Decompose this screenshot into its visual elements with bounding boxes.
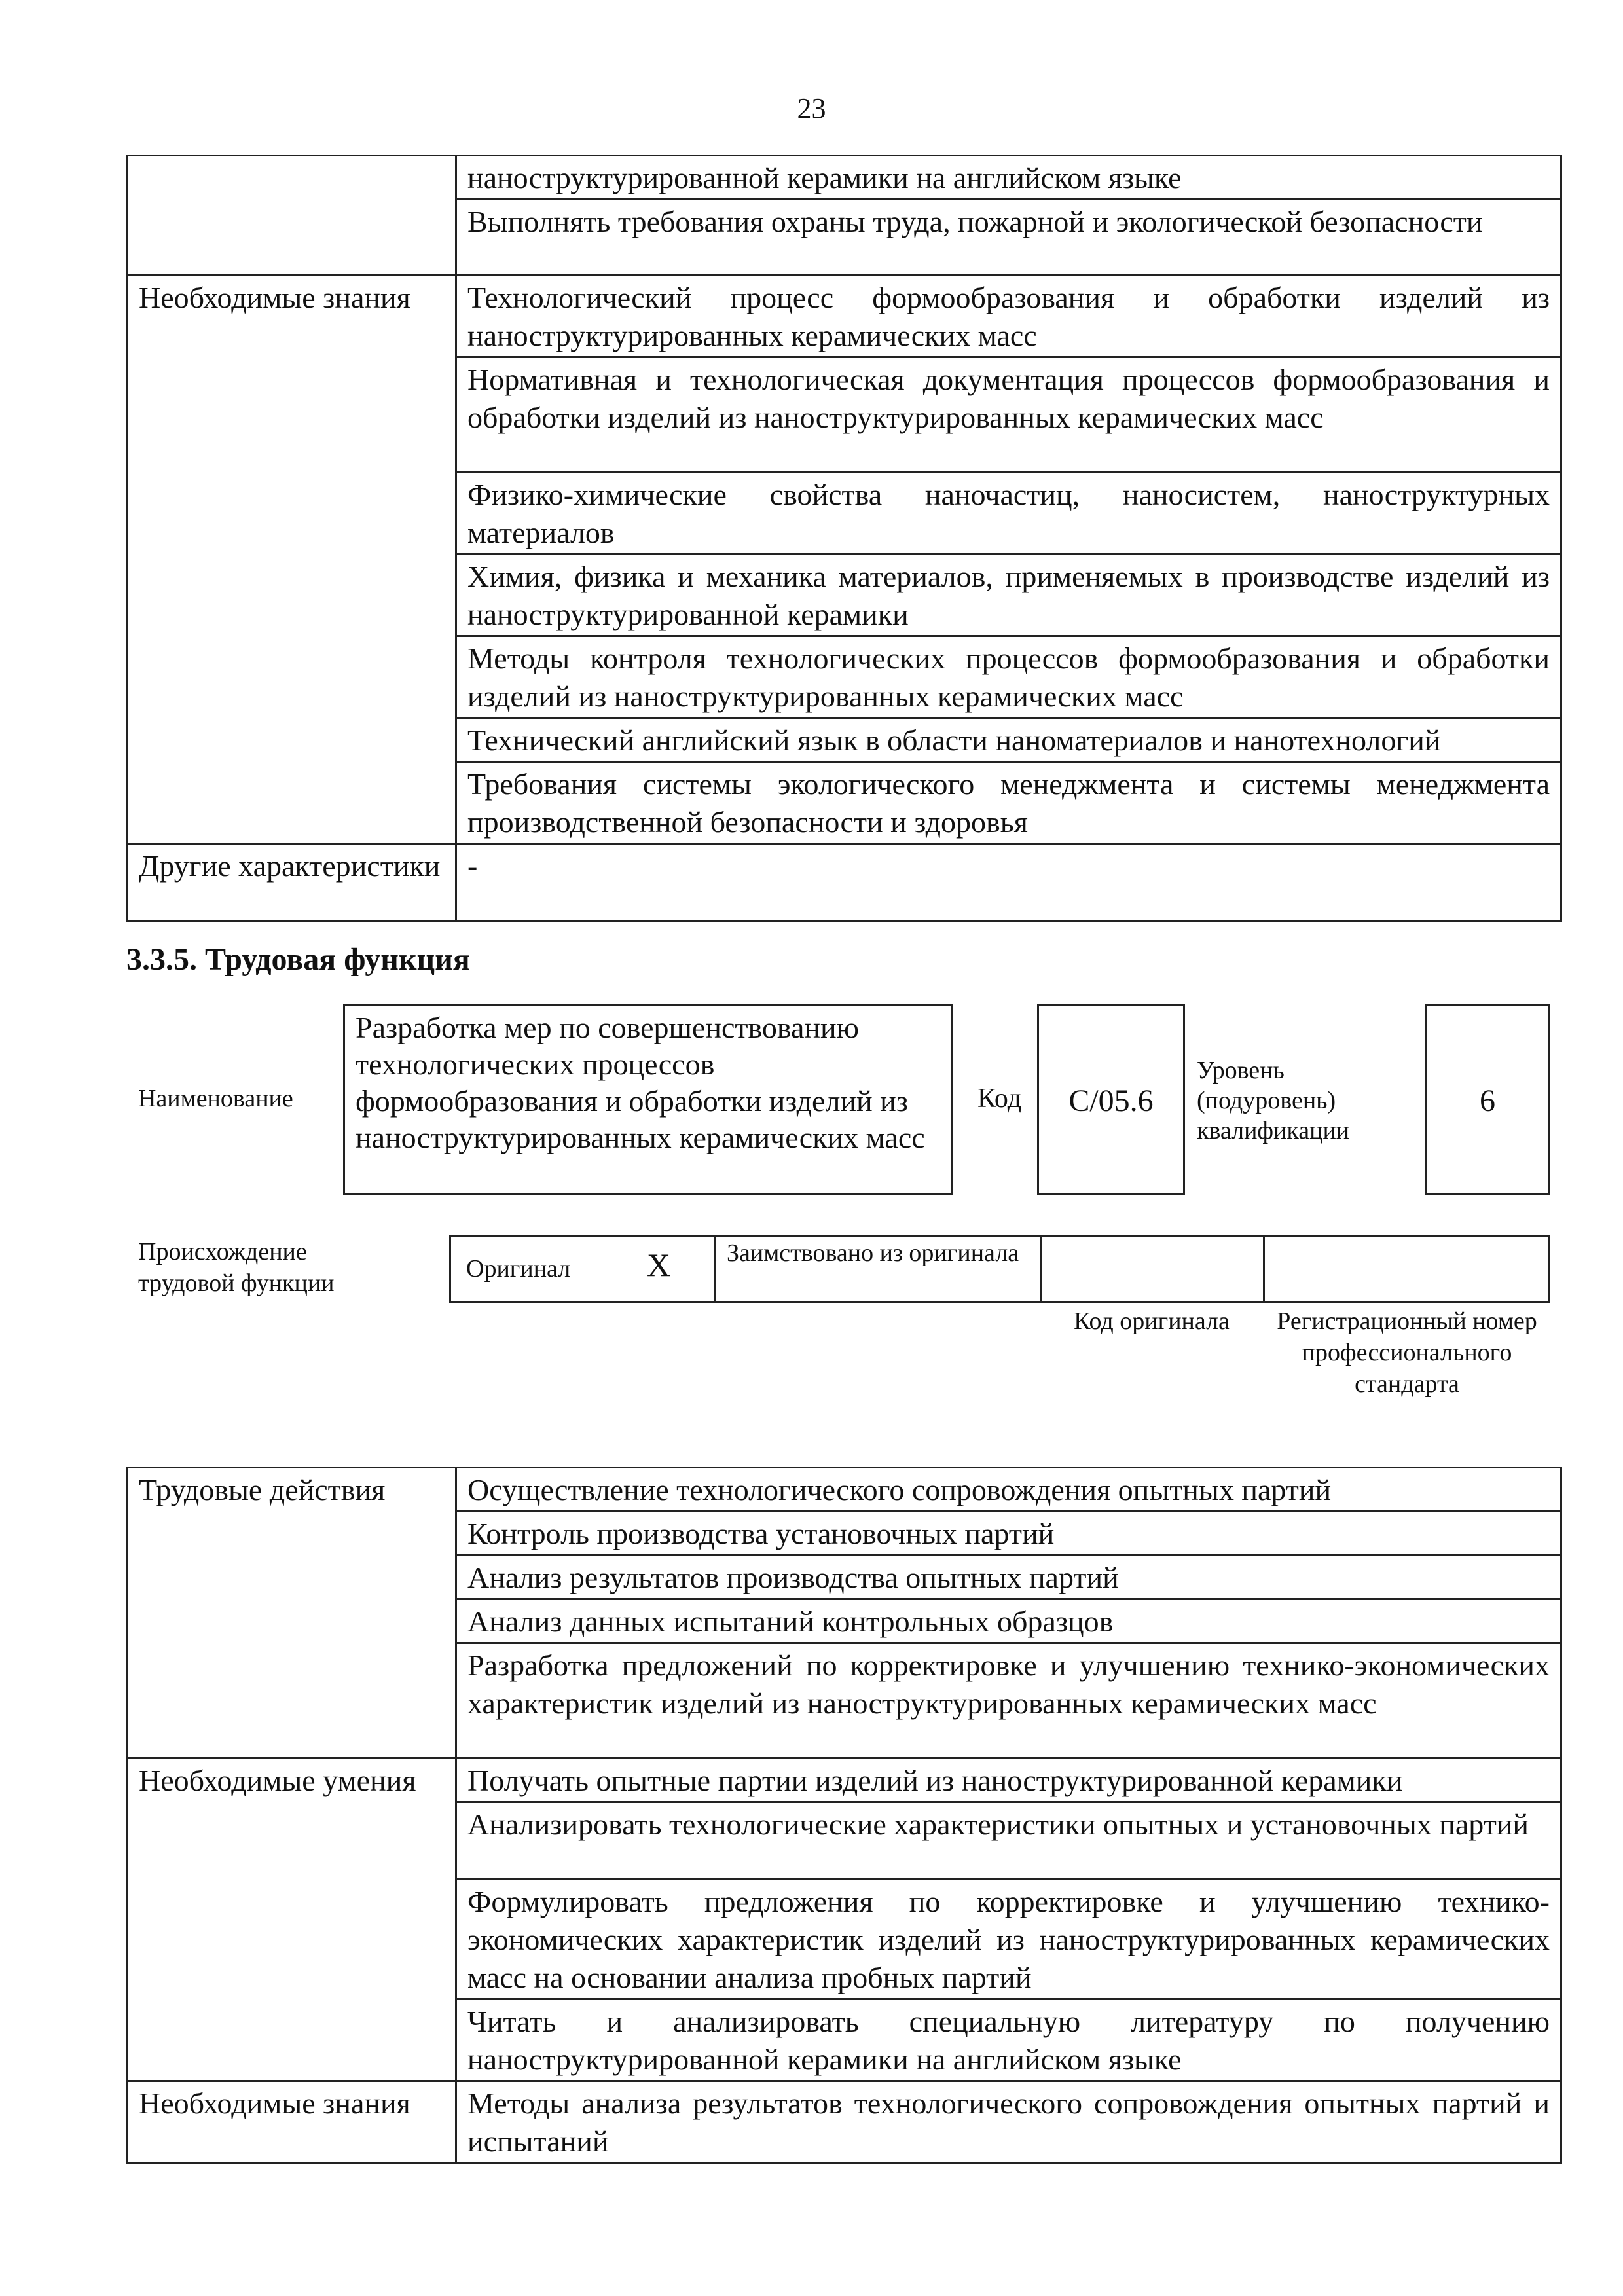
table-cell: Разработка предложений по корректировке и улучшению технико-экономических характеристик изделий из наноструктурированных керамических масс xyxy=(456,1643,1561,1758)
code-label: Код xyxy=(977,1084,1022,1114)
row-label-knowledge-2: Необходимые знания xyxy=(128,2081,456,2163)
table-cell: Нормативная и технологическая документация процессов формообразования и обработки изделий из наноструктурированных керамических масс xyxy=(456,357,1561,473)
table-cell: Технологический процесс формообразования и обработки изделий из наноструктурированных керамических масс xyxy=(456,276,1561,357)
code-original-label: Код оригинала xyxy=(1074,1307,1230,1335)
table-cell: наноструктурированной керамики на английском языке xyxy=(456,156,1561,200)
table-cell: Анализ результатов производства опытных партий xyxy=(456,1556,1561,1599)
table-cell: Осуществление технологического сопровождения опытных партий xyxy=(456,1468,1561,1512)
table-cell: Формулировать предложения по корректировке и улучшению технико-экономических характеристик изделий из наноструктурированных керамических масс на основании анализа пробных партий xyxy=(456,1880,1561,1999)
row-label-knowledge: Необходимые знания xyxy=(128,276,456,844)
original-mark: X xyxy=(647,1247,671,1283)
name-label: Наименование xyxy=(138,1085,293,1112)
table-cell: Анализировать технологические характеристики опытных и установочных партий xyxy=(456,1802,1561,1880)
origin-label: Происхождение трудовой функции xyxy=(138,1238,335,1297)
table-cell: Химия, физика и механика материалов, применяемых в производстве изделий из наноструктурированной керамики xyxy=(456,555,1561,636)
code-value: С/05.6 xyxy=(1068,1084,1154,1118)
table-cell: Методы анализа результатов технологического сопровождения опытных партий и испытаний xyxy=(456,2081,1561,2163)
skills-table-top xyxy=(126,155,1562,922)
table-cell: Выполнять требования охраны труда, пожарной и экологической безопасности xyxy=(456,200,1561,276)
row-label-actions: Трудовые действия xyxy=(128,1468,456,1758)
table-cell: Технический английский язык в области наноматериалов и нанотехнологий xyxy=(456,718,1561,762)
table-cell: Контроль производства установочных партий xyxy=(456,1512,1561,1556)
level-value: 6 xyxy=(1480,1084,1495,1118)
row-label xyxy=(128,156,456,276)
row-label-other: Другие характеристики xyxy=(128,844,456,921)
original-label: Оригинал xyxy=(466,1255,571,1283)
section-title: 3.3.5. Трудовая функция xyxy=(126,942,470,977)
reg-number-label: Регистрационный номер профессионального стандарта xyxy=(1277,1307,1537,1398)
borrowed-label: Заимствовано из оригинала xyxy=(727,1239,1019,1267)
page-number: 23 xyxy=(797,92,826,124)
code-box xyxy=(1037,1004,1185,1195)
function-name: Разработка мер по совершенствованию технологических процессов формообразования и обработки изделий из наноструктурированных керамических масс xyxy=(356,1011,925,1154)
table-cell: Получать опытные партии изделий из наноструктурированной керамики xyxy=(456,1758,1561,1802)
level-label: Уровень (подуровень) квалификации xyxy=(1197,1057,1350,1144)
skills-table-bottom xyxy=(126,1467,1562,2164)
table-cell: Физико-химические свойства наночастиц, наносистем, наноструктурных материалов xyxy=(456,473,1561,555)
row-label-skills: Необходимые умения xyxy=(128,1758,456,2081)
level-box xyxy=(1425,1004,1550,1195)
table-cell: Читать и анализировать специальную литературу по получению наноструктурированной керамики на английском языке xyxy=(456,1999,1561,2081)
table-cell: - xyxy=(456,844,1561,921)
table-cell: Требования системы экологического менеджмента и системы менеджмента производственной безопасности и здоровья xyxy=(456,762,1561,844)
function-name-box xyxy=(343,1004,953,1195)
table-cell: Методы контроля технологических процессов формообразования и обработки изделий из наноструктурированных керамических масс xyxy=(456,636,1561,718)
table-cell: Анализ данных испытаний контрольных образцов xyxy=(456,1599,1561,1643)
